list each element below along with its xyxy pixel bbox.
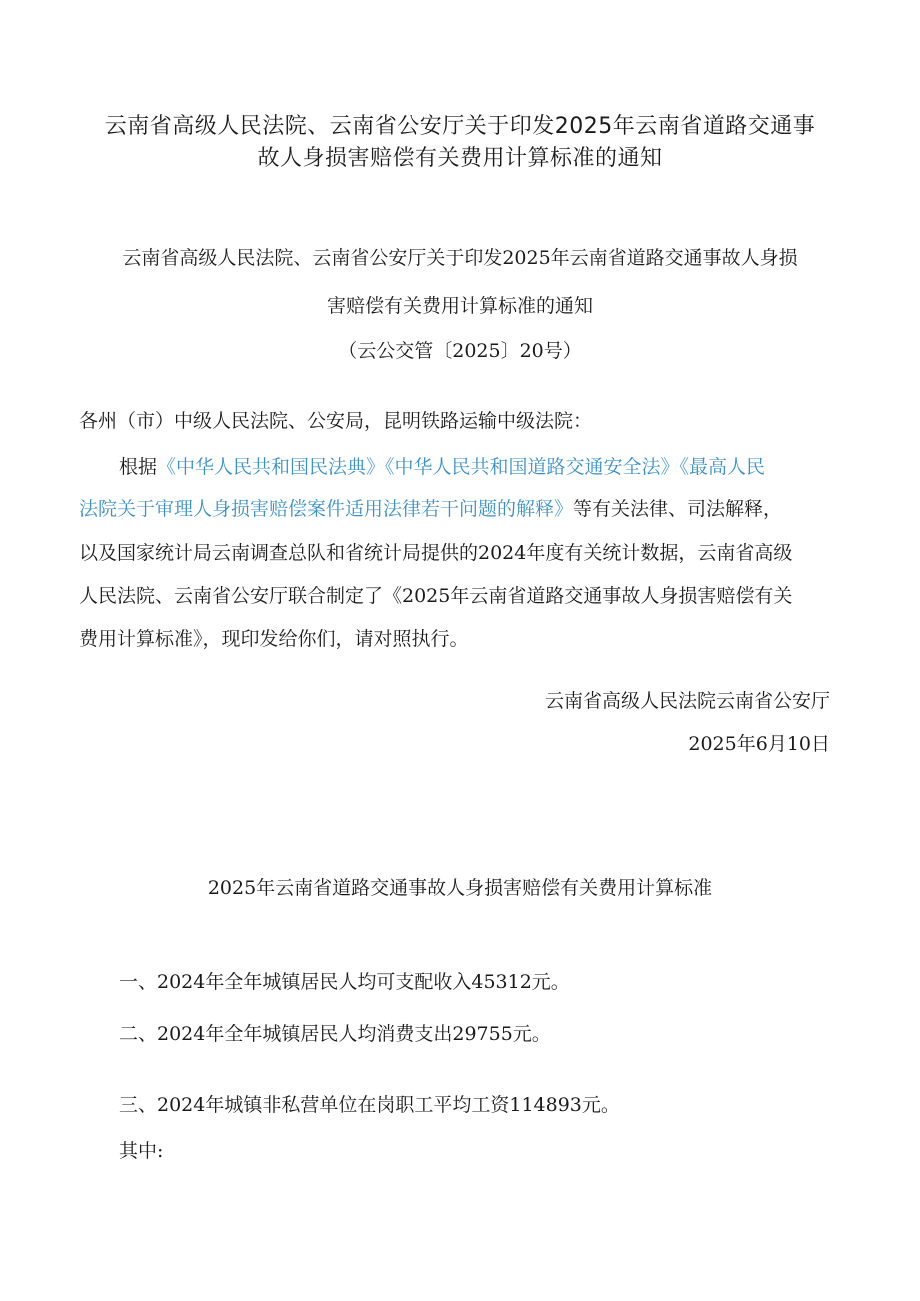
subheading-line1: 云南省高级人民法院、云南省公安厅关于印发2025年云南省道路交通事故人身损: [122, 247, 798, 269]
law-link-road-traffic-safety-law[interactable]: 《中华人民共和国道路交通安全法》: [385, 456, 680, 478]
body-prefix: 根据: [119, 456, 158, 478]
signature-issuers: 云南省高级人民法院云南省公安厅: [544, 690, 830, 712]
document-heading-line1: 云南省高级人民法院、云南省公安厅关于印发2025年云南省道路交通事: [104, 114, 816, 139]
body-line4: 人民法院、云南省公安厅联合制定了《2025年云南省道路交通事故人身损害赔偿有关: [79, 585, 793, 607]
addressee: 各州（市）中级人民法院、公安局，昆明铁路运输中级法院：: [79, 410, 593, 432]
body-line2: [79, 497, 782, 521]
law-link-civil-code[interactable]: 《中华人民共和国民法典》: [157, 456, 386, 478]
document-heading-line2: 故人身损害赔偿有关费用计算标准的通知: [257, 146, 663, 171]
standard-item-2: 二、2024年全年城镇居民人均消费支出29755元。: [119, 1023, 551, 1045]
law-link-judicial-interpretation-part1[interactable]: 《最高人民: [679, 456, 766, 478]
subheading-line2: 害赔偿有关费用计算标准的通知: [326, 295, 593, 317]
standard-item-3: 三、2024年城镇非私营单位在岗职工平均工资114893元。: [119, 1094, 620, 1116]
standard-title: 2025年云南省道路交通事故人身损害赔偿有关费用计算标准: [207, 877, 713, 899]
law-link-judicial-interpretation-part2[interactable]: 法院关于审理人身损害赔偿案件适用法律若干问题的解释》: [79, 498, 574, 520]
standard-note: 其中:: [119, 1140, 164, 1162]
document-number: （云公交管〔2025〕20号）: [338, 340, 582, 362]
standard-item-1: 一、2024年全年城镇居民人均可支配收入45312元。: [119, 971, 570, 993]
body-suffix: 等有关法律、司法解释，: [573, 498, 783, 520]
body-line3: 以及国家统计局云南调查总队和省统计局提供的2024年度有关统计数据，云南省高级: [79, 542, 793, 564]
body-line1: [119, 455, 765, 479]
body-line5: 费用计算标准》，现印发给你们，请对照执行。: [79, 628, 469, 650]
signature-date: 2025年6月10日: [688, 733, 830, 755]
